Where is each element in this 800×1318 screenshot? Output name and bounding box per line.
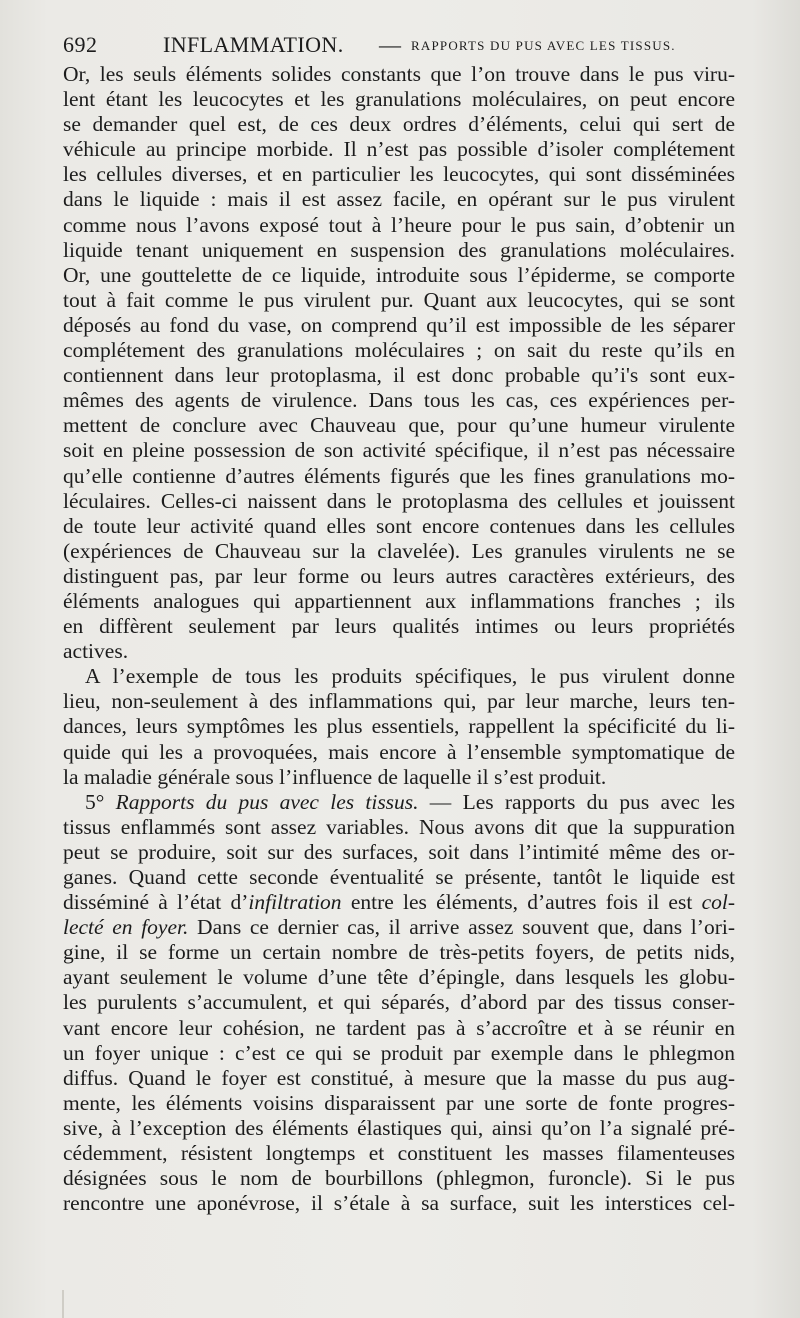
text-segment: en diffèrent seulement par leurs qualités intimes ou leurs propriétés xyxy=(63,614,735,639)
text-segment: les cellules diverses, et en particulier les leucocytes, qui sont disséminées xyxy=(63,162,735,187)
text-line xyxy=(63,1191,735,1216)
text-segment: gine, il se forme un certain nombre de très-petits foyers, de petits nids, xyxy=(63,940,735,965)
text-line xyxy=(63,790,735,815)
body-text xyxy=(63,62,735,1216)
text-line xyxy=(63,313,735,338)
text-line xyxy=(63,388,735,413)
text-line xyxy=(63,1166,735,1191)
italic-text-segment: col- xyxy=(701,890,735,915)
text-segment: véhicule au principe morbide. Il n’est pas possible d’isoler complétement xyxy=(63,137,735,162)
text-segment: se demander quel est, de ces deux ordres d’éléments, celui qui sert de xyxy=(63,112,735,137)
text-segment: qu’elle contienne d’autres éléments figurés que les fines granulations mo- xyxy=(63,463,735,488)
text-segment: ayant seulement le volume d’une tête d’épingle, dans lesquels les globu- xyxy=(63,965,735,990)
text-segment: lieu, non-seulement à des inflammations qui, par leur marche, leurs ten- xyxy=(63,689,735,714)
text-segment: mêmes des agents de virulence. Dans tous les cas, ces expériences per- xyxy=(63,388,735,413)
text-segment: contiennent dans leur protoplasma, il est donc probable qu’i's sont eux- xyxy=(63,363,735,388)
section-title: RAPPORTS DU PUS AVEC LES TISSUS. xyxy=(411,38,676,53)
text-segment: vant encore leur cohésion, ne tardent pas à s’accroître et à se réunir en xyxy=(63,1015,735,1040)
text-line xyxy=(63,213,735,238)
text-line xyxy=(63,589,735,614)
text-line xyxy=(63,288,735,313)
text-line xyxy=(63,338,735,363)
text-line xyxy=(63,840,735,865)
text-segment: soit en pleine possession de son activité spécifique, il n’est pas nécessaire xyxy=(63,438,735,463)
text-segment: A l’exemple de tous les produits spécifiques, le pus virulent donne xyxy=(85,664,735,689)
text-segment: complétement des granulations moléculaires ; on sait du reste qu’ils en xyxy=(63,338,735,363)
text-line xyxy=(63,1016,735,1041)
text-segment: un foyer unique : c’est ce qui se produit par exemple dans le phlegmon xyxy=(63,1040,735,1065)
text-line xyxy=(63,664,735,689)
text-segment: léculaires. Celles-ci naissent dans le protoplasma des cellules et jouissent xyxy=(63,488,735,513)
text-segment: tout à fait comme le pus virulent pur. Quant aux leucocytes, qui se sont xyxy=(63,287,735,312)
text-line xyxy=(63,815,735,840)
text-line xyxy=(63,238,735,263)
text-segment: dances, leurs symptômes les plus essentiels, rappellent la spécificité du li- xyxy=(63,714,735,739)
text-segment: 5° xyxy=(85,789,116,814)
text-segment: lent étant les leucocytes et les granulations moléculaires, on peut encore xyxy=(63,87,735,112)
running-dash: — xyxy=(379,32,401,57)
text-line xyxy=(63,363,735,388)
text-segment: disséminé à l’état d’ xyxy=(63,890,249,915)
text-line xyxy=(63,62,735,87)
text-line xyxy=(63,413,735,438)
text-line xyxy=(63,1066,735,1091)
text-line xyxy=(63,915,735,940)
text-line xyxy=(63,1141,735,1166)
text-line xyxy=(63,263,735,288)
text-line xyxy=(63,162,735,187)
text-segment: ganes. Quand cette seconde éventualité se présente, tantôt le liquide est xyxy=(63,865,735,889)
text-line xyxy=(63,740,735,765)
text-line xyxy=(63,940,735,965)
running-title: INFLAMMATION. xyxy=(163,32,344,57)
text-segment: liquide tenant uniquement en suspension des granulations moléculaires. xyxy=(63,237,735,262)
text-segment: diffus. Quand le foyer est constitué, à mesure que la masse du pus aug- xyxy=(63,1065,735,1090)
text-line xyxy=(63,1116,735,1141)
text-line xyxy=(63,1091,735,1116)
page-number: 692 xyxy=(63,32,98,57)
text-line xyxy=(63,890,735,915)
text-line xyxy=(63,489,735,514)
text-segment: rencontre une aponévrose, il s’étale à sa surface, suit les interstices cel- xyxy=(63,1191,735,1216)
text-line xyxy=(63,564,735,589)
text-segment: — Les rapports du pus avec les xyxy=(418,789,735,814)
text-segment: entre les éléments, d’autres fois il est xyxy=(341,890,702,915)
text-segment: comme nous l’avons exposé tout à l’heure pour le pus sain, d’obtenir un xyxy=(63,212,735,237)
text-line xyxy=(63,87,735,112)
text-line xyxy=(63,112,735,137)
text-segment: la maladie générale sous l’influence de laquelle il s’est produit. xyxy=(63,764,607,789)
italic-text-segment: infiltration xyxy=(248,890,342,915)
text-segment: actives. xyxy=(63,639,129,664)
text-segment: les purulents s’accumulent, et qui séparés, d’abord par des tissus conser- xyxy=(63,990,735,1015)
text-line xyxy=(63,990,735,1015)
text-segment: mente, les éléments voisins disparaissent par une sorte de fonte progres- xyxy=(63,1090,735,1115)
text-segment: sive, à l’exception des éléments élastiques qui, ainsi qu’on l’a signalé pré- xyxy=(63,1115,735,1140)
text-segment: Or, les seuls éléments solides constants que l’on trouve dans le pus viru- xyxy=(63,62,735,86)
text-line xyxy=(63,187,735,212)
text-line xyxy=(63,714,735,739)
text-line xyxy=(63,438,735,463)
text-line xyxy=(63,614,735,639)
text-line xyxy=(63,639,735,664)
text-segment: tissus enflammés sont assez variables. Nous avons dit que la suppuration xyxy=(63,814,735,839)
italic-text-segment: lecté en foyer. xyxy=(63,915,189,940)
text-line xyxy=(63,965,735,990)
text-line xyxy=(63,539,735,564)
text-segment: dans le liquide : mais il est assez facile, en opérant sur le pus virulent xyxy=(63,187,735,212)
text-segment: Or, une gouttelette de ce liquide, introduite sous l’épiderme, se comporte xyxy=(63,262,735,287)
text-segment: désignées sous le nom de bourbillons (phlegmon, furoncle). Si le pus xyxy=(63,1166,735,1191)
text-line xyxy=(63,1041,735,1066)
text-line xyxy=(63,514,735,539)
text-line xyxy=(63,137,735,162)
running-header xyxy=(63,30,735,62)
text-segment: mettent de conclure avec Chauveau que, pour qu’une humeur virulente xyxy=(63,413,735,438)
text-line xyxy=(63,765,735,790)
text-segment: quide qui les a provoquées, mais encore à l’ensemble symptomatique de xyxy=(63,739,735,764)
text-segment: (expériences de Chauveau sur la clavelée). Les granules virulents ne se xyxy=(63,538,735,563)
text-line xyxy=(63,464,735,489)
text-segment: déposés au fond du vase, on comprend qu’il est impossible de les séparer xyxy=(63,312,735,337)
text-segment: distinguent pas, par leur forme ou leurs autres caractères extérieurs, des xyxy=(63,563,735,588)
text-line xyxy=(63,865,735,890)
italic-text-segment: Rapports du pus avec les tissus. xyxy=(115,789,419,814)
text-segment: Dans ce dernier cas, il arrive assez souvent que, dans l’ori- xyxy=(188,915,735,940)
text-segment: cédemment, résistent longtemps et constituent les masses filamenteuses xyxy=(63,1141,735,1166)
text-segment: éléments analogues qui appartiennent aux inflammations franches ; ils xyxy=(63,588,735,613)
text-line xyxy=(63,689,735,714)
scan-edge-mark xyxy=(62,1290,64,1318)
text-segment: peut se produire, soit sur des surfaces, soit dans l’intimité même des or- xyxy=(63,839,735,864)
text-segment: de toute leur activité quand elles sont encore contenues dans les cellules xyxy=(63,513,735,538)
